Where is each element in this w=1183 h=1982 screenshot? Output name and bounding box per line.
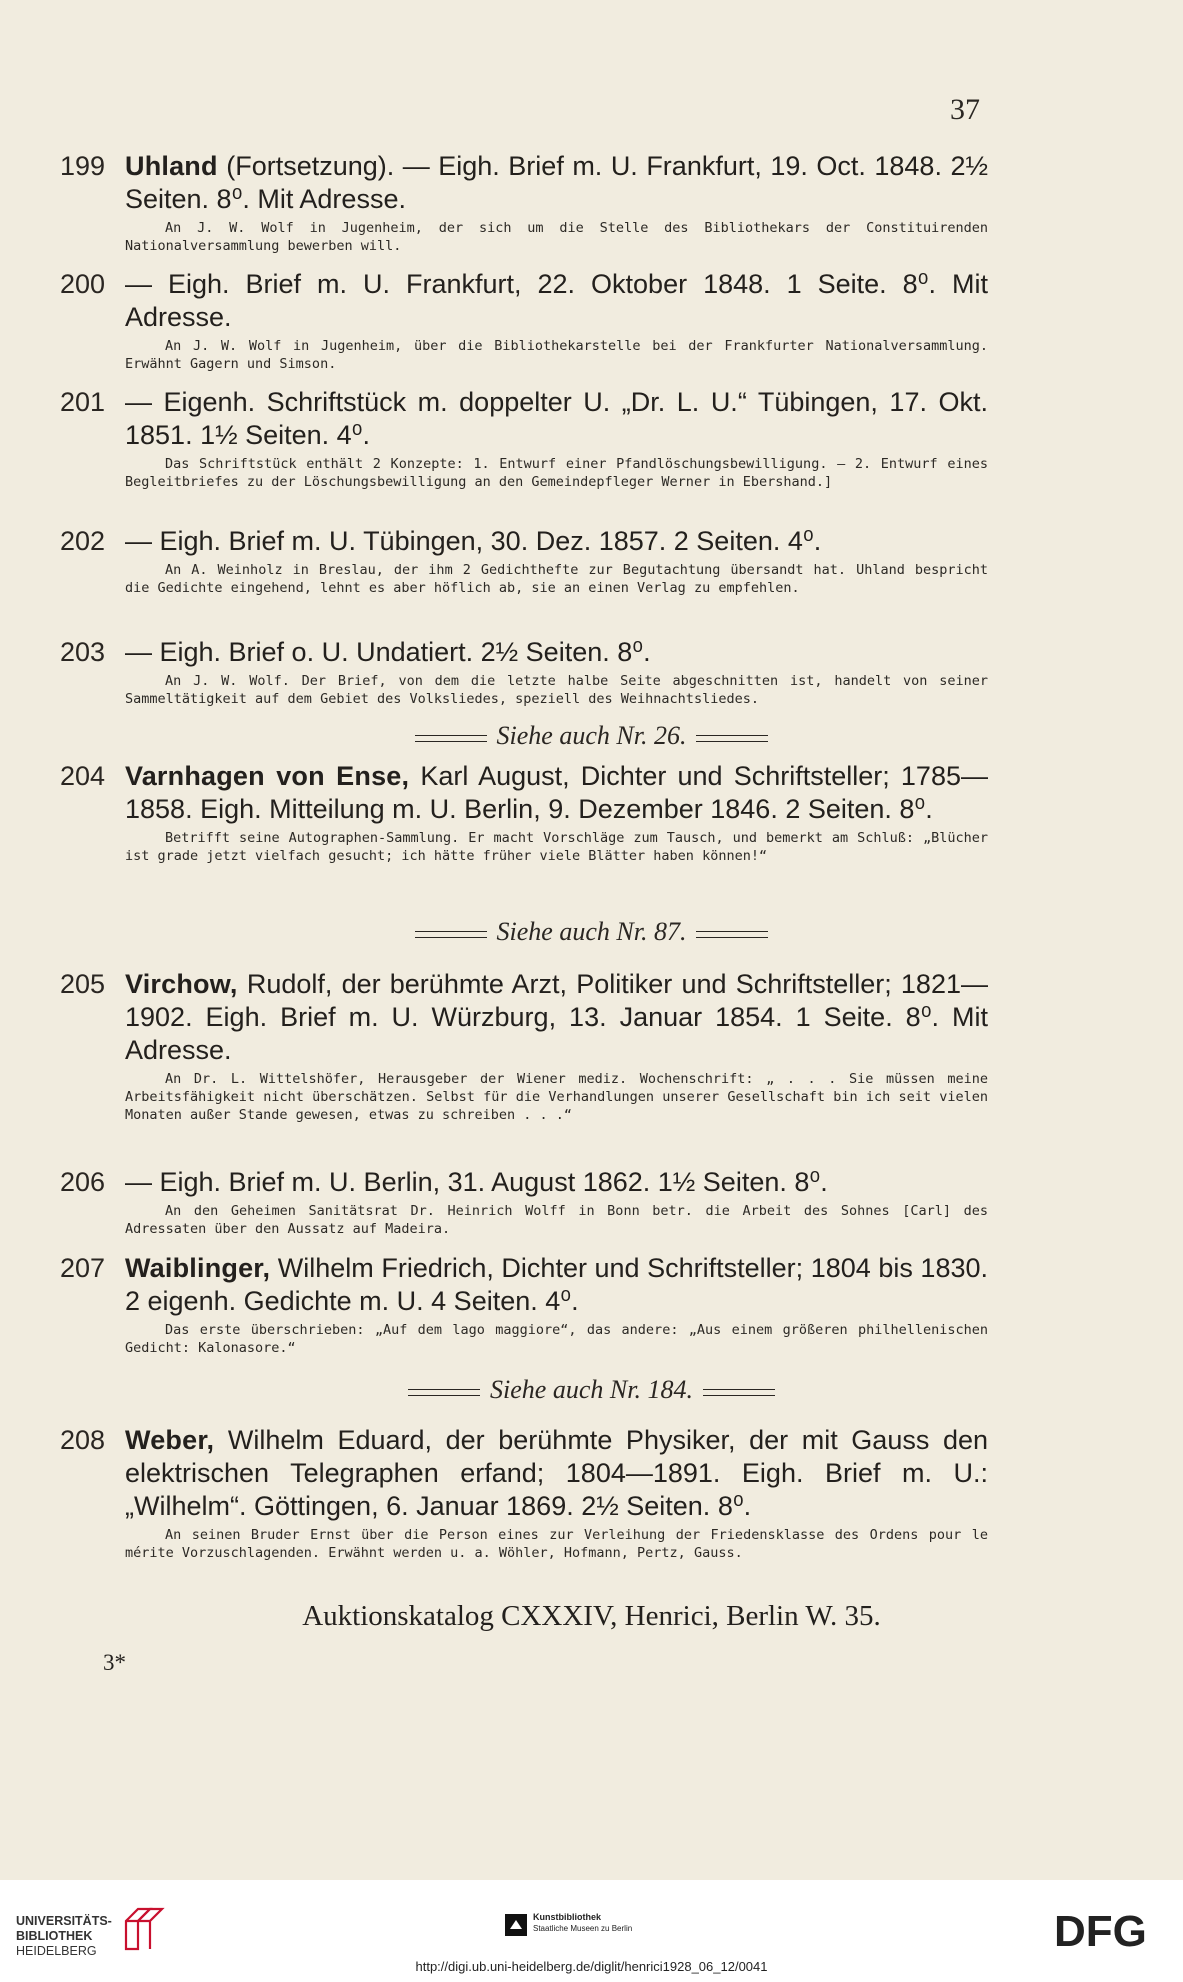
- kunstbibliothek-logo[interactable]: [505, 1912, 705, 1934]
- ub-logo-line-2: BIBLIOTHEK: [16, 1929, 93, 1943]
- double-rule: [415, 931, 487, 938]
- entry-description: — Eigenh. Schriftstück m. doppelter U. „Dr. L. U.“ Tübingen, 17. Okt. 1851. 1½ Seiten. 4⁰.: [125, 387, 988, 450]
- catalog-entry-208: [60, 1424, 990, 1562]
- entry-name: Waiblinger,: [125, 1253, 271, 1283]
- entry-heading: [125, 968, 988, 1067]
- entry-note: An seinen Bruder Ernst über die Person eines zur Verleihung der Friedensklasse des Ordens pour le mérite Vorzuschlagenden. Erwähnt werden u. a. Wöhler, Hofmann, Pertz, Gauss.: [125, 1527, 988, 1561]
- entry-heading: [125, 268, 988, 334]
- kb-logo-title: Kunstbibliothek: [533, 1912, 601, 1922]
- see-also-26: [0, 720, 1183, 752]
- catalog-entry-202: [60, 525, 990, 597]
- double-rule: [696, 735, 768, 742]
- catalog-entry-204: [60, 760, 990, 865]
- entry-note: An J. W. Wolf in Jugenheim, der sich um die Stelle des Bibliothekars der Constituirenden Nationalversammlung bewerben will.: [125, 220, 988, 254]
- entry-note: Das Schriftstück enthält 2 Konzepte: 1. Entwurf einer Pfandlöschungsbewilligung. — 2. Entwurf eines Begleitbriefes zu der Löschungsbewilligung an den Gemeindepfleger Werner in Ebershand.]: [125, 456, 988, 490]
- see-also-184: [0, 1374, 1183, 1406]
- entry-number: 204: [60, 761, 106, 791]
- signature-mark: 3*: [103, 1650, 126, 1675]
- entry-description: — Eigh. Brief o. U. Undatiert. 2½ Seiten. 8⁰.: [125, 637, 651, 667]
- catalog-entry-201: [60, 386, 990, 491]
- entry-description: Rudolf, der berühmte Arzt, Politiker und Schriftsteller; 1821—1902. Eigh. Brief m. U. Würzburg, 13. Januar 1854. 1 Seite. 8⁰. Mit Adresse.: [125, 969, 988, 1065]
- entry-heading: [125, 636, 988, 669]
- dfg-logo[interactable]: [1050, 1904, 1170, 1954]
- entry-note: An den Geheimen Sanitätsrat Dr. Heinrich Wolff in Bonn betr. die Arbeit des Sohnes [Carl] des Adressaten über den Aussatz auf Madeira.: [125, 1203, 988, 1237]
- entry-name: Weber,: [125, 1425, 215, 1455]
- entry-number: 200: [60, 269, 106, 299]
- entry-note: Das erste überschrieben: „Auf dem lago maggiore“, das andere: „Aus einem größeren philhellenischen Gedicht: Kalonasore.“: [125, 1322, 988, 1356]
- entry-heading: [125, 1252, 988, 1318]
- entry-number: 206: [60, 1167, 106, 1197]
- entry-description: — Eigh. Brief m. U. Berlin, 31. August 1862. 1½ Seiten. 8⁰.: [125, 1167, 828, 1197]
- entry-description: Wilhelm Eduard, der berühmte Physiker, der mit Gauss den elektrischen Telegraphen erfand; 1804—1891. Eigh. Brief m. U.: „Wilhelm“. Göttingen, 6. Januar 1869. 2½ Seiten. 8⁰.: [125, 1425, 988, 1521]
- kunstbibliothek-emblem-icon: [505, 1914, 527, 1936]
- double-rule: [703, 1389, 775, 1396]
- entry-description: (Fortsetzung). — Eigh. Brief m. U. Frankfurt, 19. Oct. 1848. 2½ Seiten. 8⁰. Mit Adresse.: [125, 151, 988, 214]
- entry-heading: [125, 760, 988, 826]
- entry-name: Varnhagen von Ense,: [125, 761, 410, 791]
- entry-note: An A. Weinholz in Breslau, der ihm 2 Gedichthefte zur Begutachtung übersandt hat. Uhland bespricht die Gedichte eingehend, lehnt es aber höflich ab, sie an einen Verlag zu empfehlen.: [125, 562, 988, 596]
- entry-note: An J. W. Wolf in Jugenheim, über die Bibliothekarstelle bei der Frankfurter Nationalversammlung. Erwähnt Gagern und Simson.: [125, 338, 988, 372]
- entry-description: Wilhelm Friedrich, Dichter und Schriftsteller; 1804 bis 1830. 2 eigenh. Gedichte m. U. 4 Seiten. 4⁰.: [125, 1253, 988, 1316]
- double-rule: [696, 931, 768, 938]
- entry-description: — Eigh. Brief m. U. Frankfurt, 22. Oktober 1848. 1 Seite. 8⁰. Mit Adresse.: [125, 269, 988, 332]
- entry-name: Uhland: [125, 151, 218, 181]
- see-also-text: Siehe auch Nr. 184.: [490, 1375, 693, 1404]
- catalog-entry-205: [60, 968, 990, 1124]
- see-also-text: Siehe auch Nr. 26.: [496, 721, 687, 750]
- catalog-footer: Auktionskatalog CXXXIV, Henrici, Berlin W. 35.: [302, 1600, 881, 1632]
- entry-description: Karl August, Dichter und Schriftsteller; 1785—1858. Eigh. Mitteilung m. U. Berlin, 9. Dezember 1846. 2 Seiten. 8⁰.: [125, 761, 988, 824]
- entry-note: Betrifft seine Autographen-Sammlung. Er macht Vorschläge zum Tausch, und bemerkt am Schluß: „Blücher ist grade jetzt vielfach gesucht; ich hätte früher viele Blätter haben können!“: [125, 830, 988, 864]
- see-also-text: Siehe auch Nr. 87.: [496, 917, 687, 946]
- entry-heading: [125, 150, 988, 216]
- entry-number: 208: [60, 1425, 106, 1455]
- ub-heidelberg-emblem-icon: [120, 1905, 166, 1953]
- ub-logo-line-1: UNIVERSITÄTS-: [16, 1914, 112, 1928]
- dfg-logo-text: DFG: [1054, 1907, 1147, 1954]
- entry-heading: [125, 386, 988, 452]
- entry-note: An J. W. Wolf. Der Brief, von dem die letzte halbe Seite abgeschnitten ist, handelt von seiner Sammeltätigkeit auf dem Gebiet des Volksliedes, speziell des Weihnachtsliedes.: [125, 673, 988, 707]
- catalog-entry-203: [60, 636, 990, 708]
- entry-number: 203: [60, 637, 106, 667]
- entry-number: 202: [60, 526, 106, 556]
- entry-number: 205: [60, 969, 106, 999]
- entry-description: — Eigh. Brief m. U. Tübingen, 30. Dez. 1857. 2 Seiten. 4⁰.: [125, 526, 822, 556]
- entry-number: 201: [60, 387, 106, 417]
- see-also-87: [0, 916, 1183, 948]
- entry-number: 207: [60, 1253, 106, 1283]
- entry-heading: [125, 1166, 988, 1199]
- entry-heading: [125, 1424, 988, 1523]
- double-rule: [415, 735, 487, 742]
- catalog-entry-199: [60, 150, 990, 255]
- entry-note: An Dr. L. Wittelshöfer, Herausgeber der Wiener mediz. Wochenschrift: „ . . . Sie müssen meine Arbeitsfähigkeit nicht überschätzen. Selbst für die Verhandlungen unserer Gesellschaft bin ich seit vielen Monaten außer Stande gewesen, etwas zu schreiben . . .“: [125, 1071, 988, 1123]
- double-rule: [408, 1389, 480, 1396]
- permalink-url[interactable]: http://digi.ub.uni-heidelberg.de/diglit/henrici1928_06_12/0041: [415, 1959, 768, 1974]
- entry-heading: [125, 525, 988, 558]
- catalog-entry-206: [60, 1166, 990, 1238]
- entry-number: 199: [60, 151, 106, 181]
- ub-logo-line-3: HEIDELBERG: [16, 1944, 97, 1958]
- catalog-entry-200: [60, 268, 990, 373]
- kb-logo-subtitle: Staatliche Museen zu Berlin: [533, 1924, 633, 1933]
- page-number: 37: [950, 93, 980, 126]
- catalog-entry-207: [60, 1252, 990, 1357]
- entry-name: Virchow,: [125, 969, 238, 999]
